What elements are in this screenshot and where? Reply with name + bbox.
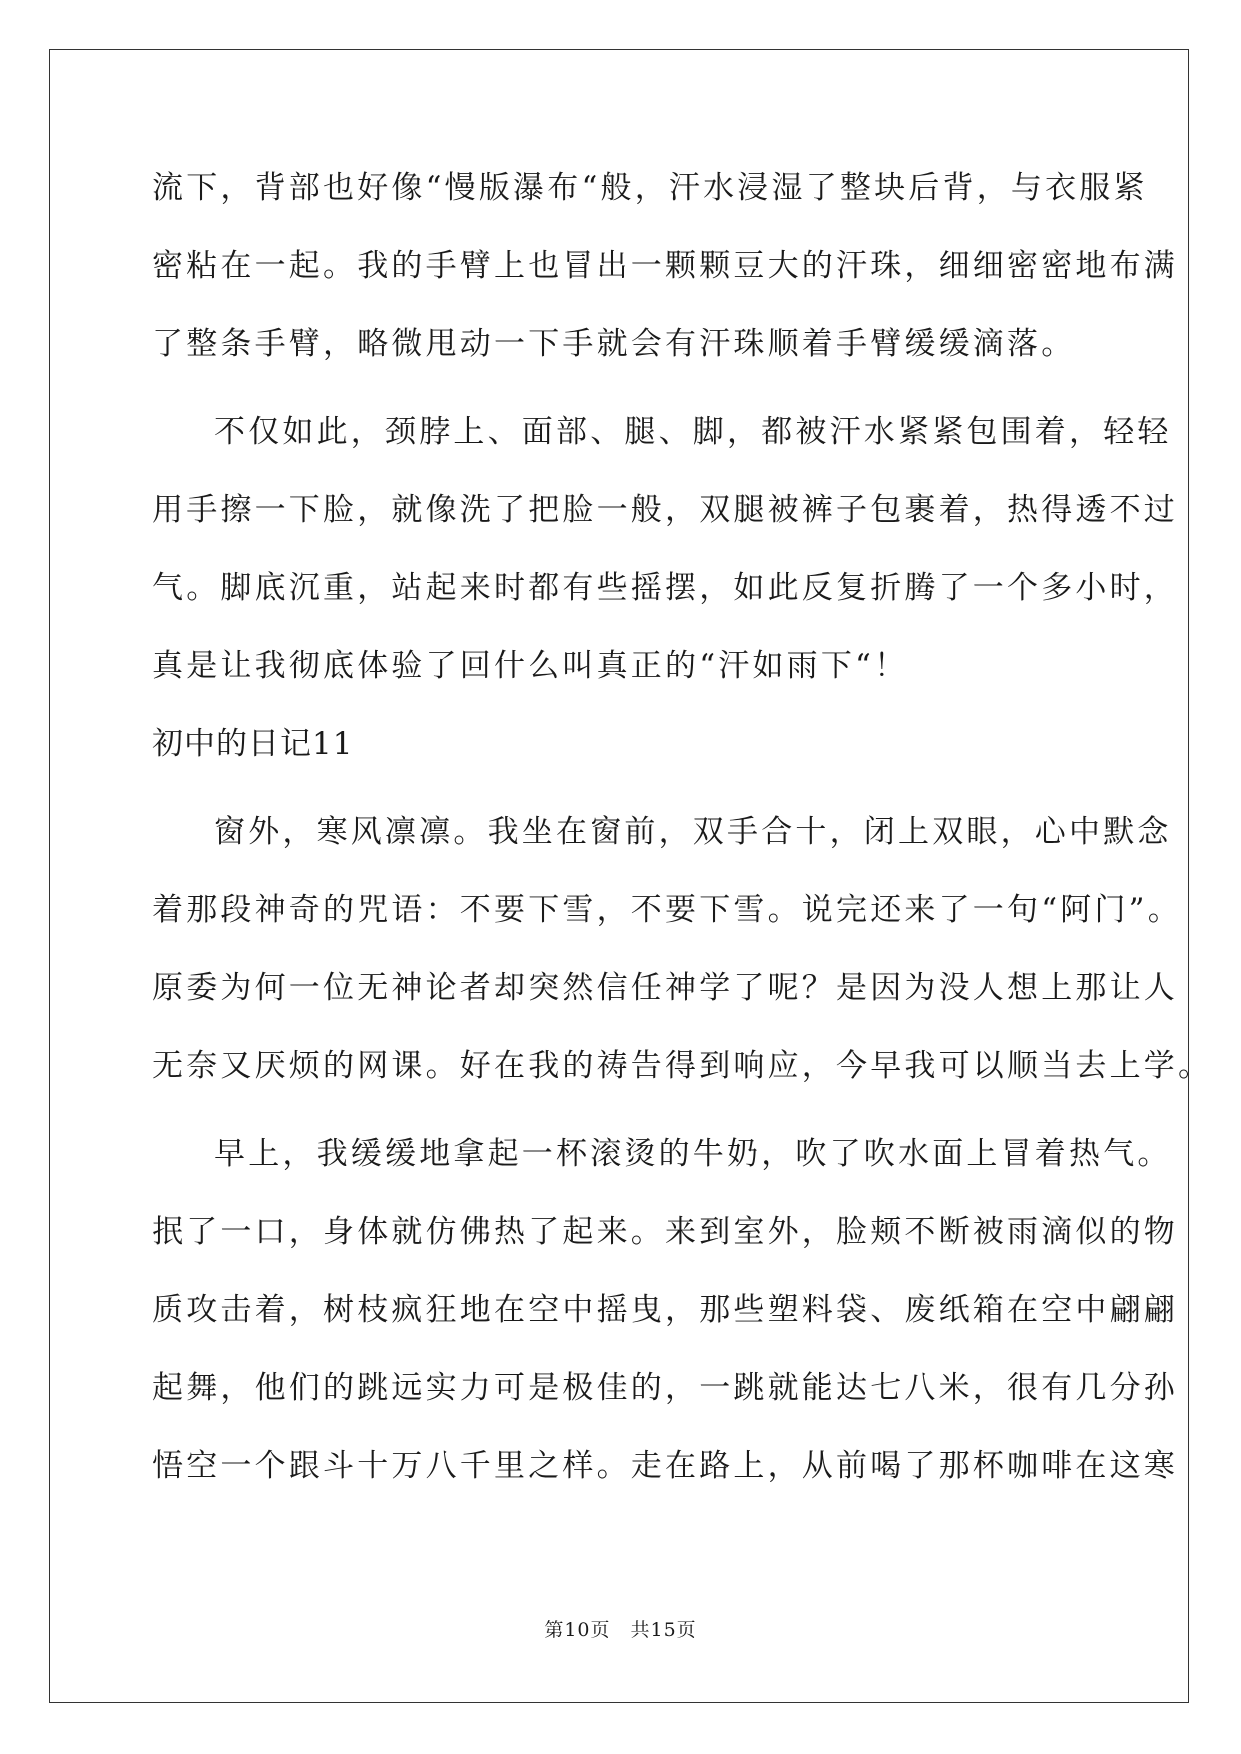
text-line: 着那段神奇的咒语：不要下雪，不要下雪。说完还来了一句“阿门”。 xyxy=(152,892,1182,928)
text-line: 密粘在一起。我的手臂上也冒出一颗颗豆大的汗珠，细细密密地布满 xyxy=(152,248,1178,284)
paragraph-first-line: 早上，我缓缓地拿起一杯滚烫的牛奶，吹了吹水面上冒着热气。 xyxy=(214,1136,1172,1172)
text-line: 用手擦一下脸，就像洗了把脸一般，双腿被裤子包裹着，热得透不过 xyxy=(152,492,1178,528)
text-line: 原委为何一位无神论者却突然信任神学了呢？是因为没人想上那让人 xyxy=(152,970,1178,1006)
paragraph-first-line: 窗外，寒风凛凛。我坐在窗前，双手合十，闭上双眼，心中默念 xyxy=(214,814,1172,850)
text-line: 起舞，他们的跳远实力可是极佳的，一跳就能达七八米，很有几分孙 xyxy=(152,1370,1178,1406)
text-line: 流下，背部也好像“慢版瀑布“般，汗水浸湿了整块后背，与衣服紧 xyxy=(152,170,1148,206)
text-line: 悟空一个跟斗十万八千里之样。走在路上，从前喝了那杯咖啡在这寒 xyxy=(152,1448,1178,1484)
text-line: 了整条手臂，略微甩动一下手就会有汗珠顺着手臂缓缓滴落。 xyxy=(152,326,1076,362)
paragraph-first-line: 不仅如此，颈脖上、面部、腿、脚，都被汗水紧紧包围着，轻轻 xyxy=(214,414,1172,450)
page-number-footer: 第10页 共15页 xyxy=(544,1619,697,1641)
text-line: 抿了一口，身体就仿佛热了起来。来到室外，脸颊不断被雨滴似的物 xyxy=(152,1214,1178,1250)
text-line: 质攻击着，树枝疯狂地在空中摇曳，那些塑料袋、废纸箱在空中翩翩 xyxy=(152,1292,1178,1328)
text-line: 气。脚底沉重，站起来时都有些摇摆，如此反复折腾了一个多小时， xyxy=(152,570,1178,606)
text-line: 真是让我彻底体验了回什么叫真正的“汗如雨下“！ xyxy=(152,648,909,684)
text-line: 无奈又厌烦的网课。好在我的祷告得到响应，今早我可以顺当去上学。 xyxy=(152,1048,1213,1084)
section-heading: 初中的日记11 xyxy=(152,726,354,762)
